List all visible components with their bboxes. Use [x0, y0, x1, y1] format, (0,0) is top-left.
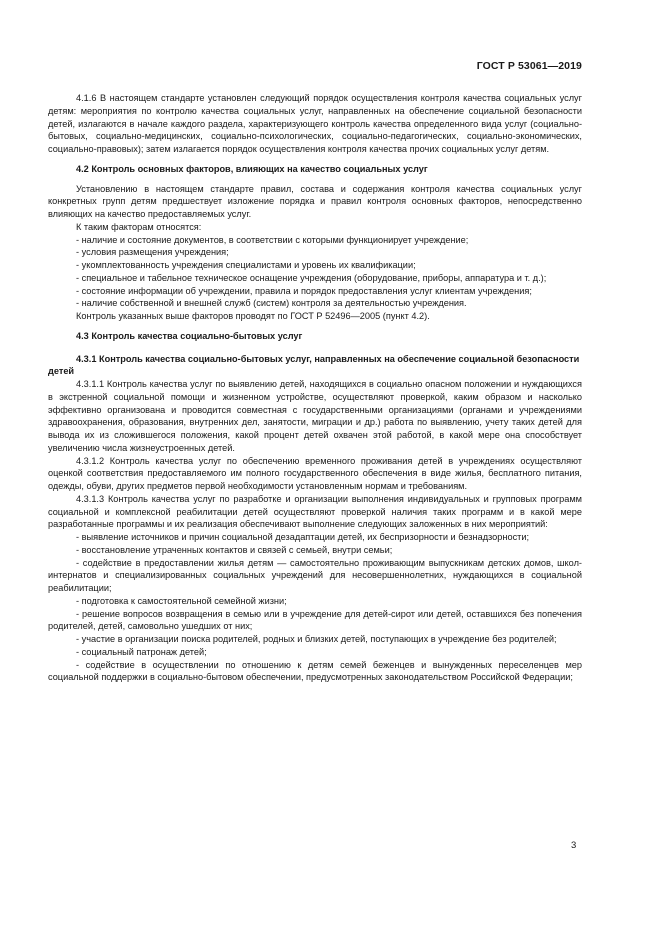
list-item: - наличие собственной и внешней служб (систем) контроля за деятельностью учреждения.	[76, 298, 467, 309]
list-item: - состояние информации об учреждении, правила и порядок предоставления услуг клиентам учреждения;	[76, 285, 532, 296]
paragraph: 4.1.6 В настоящем стандарте установлен следующий порядок осуществления контроля качества социальных услуг детям: мероприятия по контролю качества социальных услуг, направленных на обеспечение социальной безопасности детей, излагаются в начале каждого раздела, характеризующего контроль качества определенного вида услуг (социально-бытовых, социально-медицинских, социально-психологических, социально-педагогических, социально-экономических, социально-правовых); затем излагается порядок осуществления контроля качества прочих социальных услуг детям.	[48, 93, 582, 154]
spacer	[48, 343, 582, 353]
list-item: - восстановление утраченных контактов и связей с семьей, внутри семьи;	[76, 544, 393, 555]
paragraph: К таким факторам относятся:	[76, 221, 202, 232]
paragraph: 4.3.1.1 Контроль качества услуг по выявлению детей, находящихся в социально опасном положении и нуждающихся в экстренной социальной помощи и жизненном устройстве, осуществляют проверкой, каким образом и насколько эффективно организована и проводится совместная с государственными организациями (органами и учреждениями здравоохранения, образования, внутренних дел, занятости, миграции и др.) работа по выявлению, учету таких детей для вывода их из сложившегося положения, какой процент детей охвачен этой работой, в какой мере она способствует увеличению числа жизнеустроенных детей.	[48, 379, 582, 453]
paragraph: Установлению в настоящем стандарте правил, состава и содержания контроля качества социальных услуг конкретных групп детям предшествует изложение порядка и правил контроля основных факторов, непосредственно влияющих на качество предоставляемых услуг.	[48, 183, 582, 219]
document-code-header: ГОСТ Р 53061—2019	[476, 60, 582, 72]
paragraph: 4.3.1.2 Контроль качества услуг по обеспечению временного проживания детей в учреждениях осуществляют оценкой соответствия предоставляемого им полного государственного обеспечения в виде жилья, бесплатного питания, одежды, обуви, других предметов первой необходимости установленным нормам и требованиям.	[48, 455, 582, 491]
list-item: - социальный патронаж детей;	[76, 646, 207, 657]
list-item: - условия размещения учреждения;	[76, 247, 229, 258]
list-item: - содействие в осуществлении по отношению к детям семей беженцев и вынужденных переселенцев мер социальной поддержки в социально-бытовом обеспечении, предусмотренных законодательством Российской Федерации;	[48, 659, 582, 683]
list-item: - подготовка к самостоятельной семейной жизни;	[76, 595, 287, 606]
list-item: - участие в организации поиска родителей, родных и близких детей, поступающих в учреждение без родителей;	[76, 634, 557, 644]
spacer	[48, 156, 582, 163]
section-heading: 4.2 Контроль основных факторов, влияющих на качество социальных услуг	[76, 163, 428, 174]
page-number: 3	[571, 840, 577, 851]
list-item: - содействие в предоставлении жилья детям — самостоятельно проживающим выпускникам детских домов, школ-интернатов и специализированных социальных учреждений для несовершеннолетних, нуждающихся в социальной реабилитации;	[48, 557, 582, 593]
document-body	[48, 92, 582, 684]
paragraph: 4.3.1.3 Контроль качества услуг по разработке и организации выполнения индивидуальных и групповых программ социальной и комплексной реабилитации детей осуществляют проверкой наличия таких программ и в какой мере разработанные программы и их реализация обеспечивают выполнение следующих заложенных в них мероприятий:	[48, 493, 582, 530]
list-item: - решение вопросов возвращения в семью или в учреждение для детей-сирот или детей, оставшихся без попечения родителей, детей, самовольно ушедших от них;	[48, 608, 582, 632]
spacer	[48, 323, 582, 330]
spacer	[48, 176, 582, 183]
list-item: - специальное и табельное техническое оснащение учреждения (оборудование, приборы, аппаратура и т. д.);	[76, 272, 547, 283]
section-heading: 4.3 Контроль качества социально-бытовых услуг	[76, 330, 303, 341]
paragraph: Контроль указанных выше факторов проводят по ГОСТ Р 52496—2005 (пункт 4.2).	[76, 311, 430, 321]
list-item: - укомплектованность учреждения специалистами и уровень их квалификации;	[76, 260, 416, 270]
list-item: - выявление источников и причин социальной дезадаптации детей, их беспризорности и безнадзорности;	[76, 532, 530, 542]
section-heading: 4.3.1 Контроль качества социально-бытовых услуг, направленных на обеспечение социальной безопасности детей	[48, 353, 580, 377]
list-item: - наличие и состояние документов, в соответствии с которыми функционирует учреждение;	[76, 234, 469, 245]
